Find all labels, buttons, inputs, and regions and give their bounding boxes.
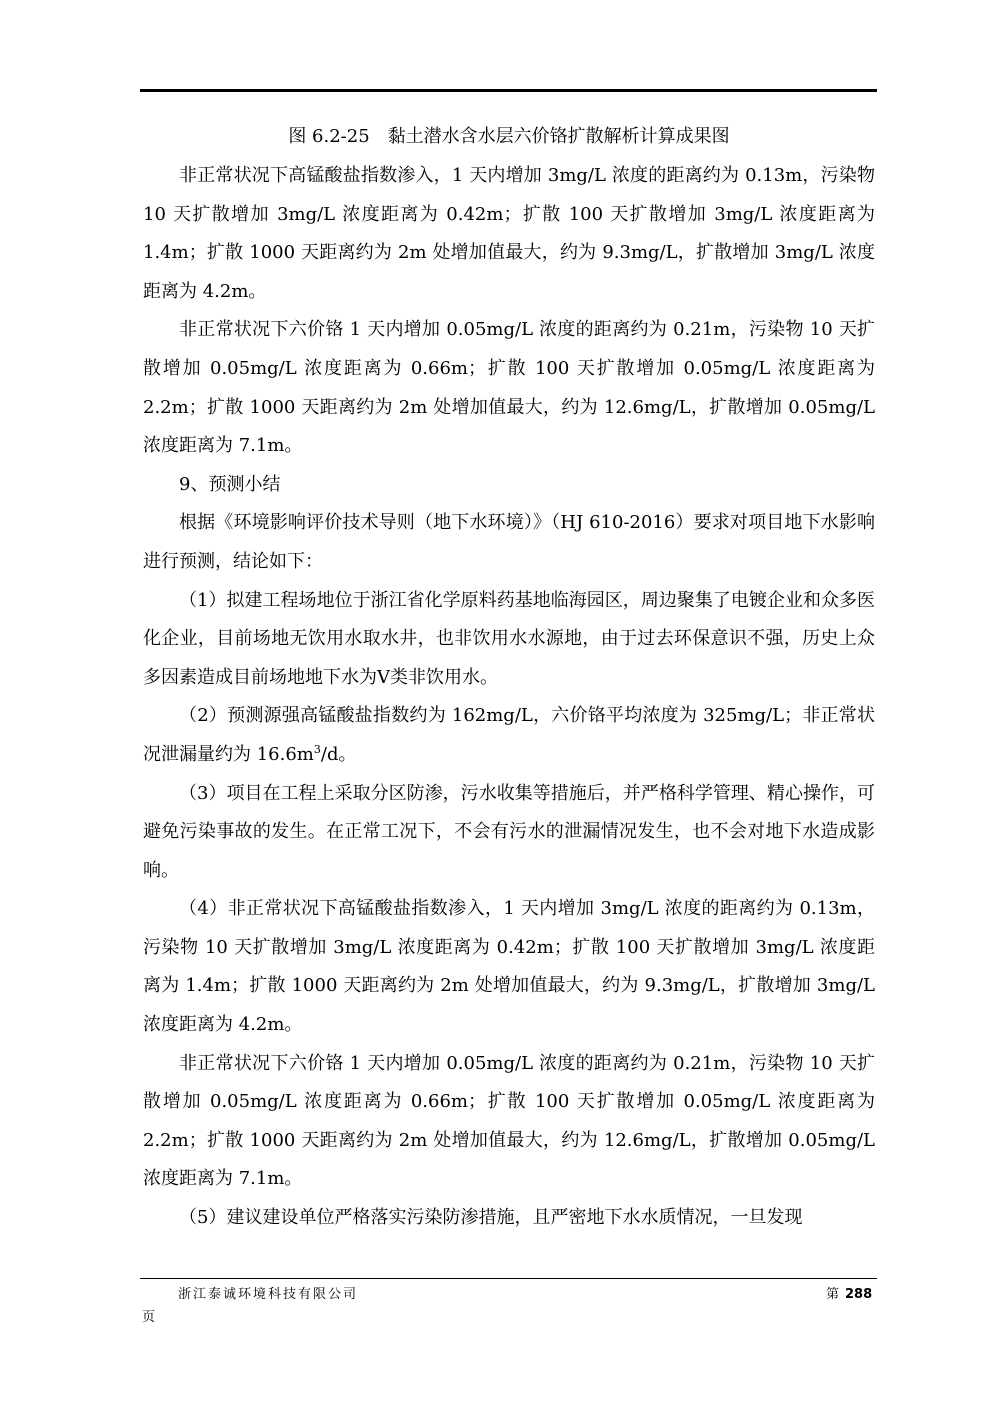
footer-company: 浙江泰诚环境科技有限公司 xyxy=(178,1287,359,1302)
conclusion-item-4: （4）非正常状况下高锰酸盐指数渗入，1 天内增加 3mg/L 浓度的距离约为 0.13m，污染物 10 天扩散增加 3mg/L 浓度距离为 0.42m；扩散 100 天扩散增加 3mg/L 浓度距离为 1.4m；扩散 1000 天距离约为 2m 处增加值最大，约为 9.3mg/L，扩散增加 3mg/L 浓度距离为 4.2m。 xyxy=(143,898,875,1036)
page-prefix: 第 xyxy=(826,1287,840,1302)
superscript: 3 xyxy=(313,742,321,756)
paragraph: 非正常状况下六价铬 1 天内增加 0.05mg/L 浓度的距离约为 0.21m，污染物 10 天扩散增加 0.05mg/L 浓度距离为 0.66m；扩散 100 天扩散增加 0.05mg/L 浓度距离为 2.2m；扩散 1000 天距离约为 2m 处增加值最大，约为 12.6mg/L，扩散增加 0.05mg/L 浓度距离为 7.1m。 xyxy=(143,1052,875,1190)
document-body xyxy=(143,118,875,1238)
paragraph: 非正常状况下高锰酸盐指数渗入，1 天内增加 3mg/L 浓度的距离约为 0.13m，污染物 10 天扩散增加 3mg/L 浓度距离为 0.42m；扩散 100 天扩散增加 3mg/L 浓度距离为 1.4m；扩散 1000 天距离约为 2m 处增加值最大，约为 9.3mg/L，扩散增加 3mg/L 浓度距离为 4.2m。 xyxy=(143,165,875,302)
conclusion-item-2 xyxy=(143,697,875,774)
conclusion-item-1: （1）拟建工程场地位于浙江省化学原料药基地临海园区，周边聚集了电镀企业和众多医化企业，目前场地无饮用水取水井，也非饮用水水源地，由于过去环保意识不强，历史上众多因素造成目前场地地下水为Ⅴ类非饮用水。 xyxy=(143,589,875,688)
paragraph: 根据《环境影响评价技术导则（地下水环境）》（HJ 610-2016）要求对项目地下水影响进行预测，结论如下： xyxy=(143,512,875,572)
conclusion-item-3: （3）项目在工程上采取分区防渗，污水收集等措施后，并严格科学管理、精心操作，可避免污染事故的发生。在正常工况下，不会有污水的泄漏情况发生，也不会对地下水造成影响。 xyxy=(143,782,875,881)
paragraph: 非正常状况下六价铬 1 天内增加 0.05mg/L 浓度的距离约为 0.21m，污染物 10 天扩散增加 0.05mg/L 浓度距离为 0.66m；扩散 100 天扩散增加 0.05mg/L 浓度距离为 2.2m；扩散 1000 天距离约为 2m 处增加值最大，约为 12.6mg/L，扩散增加 0.05mg/L 浓度距离为 7.1m。 xyxy=(143,319,875,457)
paragraph-text: /d。 xyxy=(320,743,357,765)
conclusion-item-5: （5）建议建设单位严格落实污染防渗措施，且严密地下水水质情况，一旦发现 xyxy=(179,1207,803,1229)
section-heading: 9、预测小结 xyxy=(179,473,281,495)
page-number: 288 xyxy=(845,1287,873,1302)
paragraph-text: （2）预测源强高锰酸盐指数约为 162mg/L，六价铬平均浓度为 325mg/L；非正常状况泄漏量约为 16.6m xyxy=(143,705,875,765)
header-rule xyxy=(140,89,877,92)
page-suffix: 页 xyxy=(142,1310,156,1325)
figure-caption: 图 6.2-25 黏土潜水含水层六价铬扩散解析计算成果图 xyxy=(288,126,730,147)
footer-rule xyxy=(140,1278,877,1279)
footer-page-number xyxy=(826,1283,872,1302)
